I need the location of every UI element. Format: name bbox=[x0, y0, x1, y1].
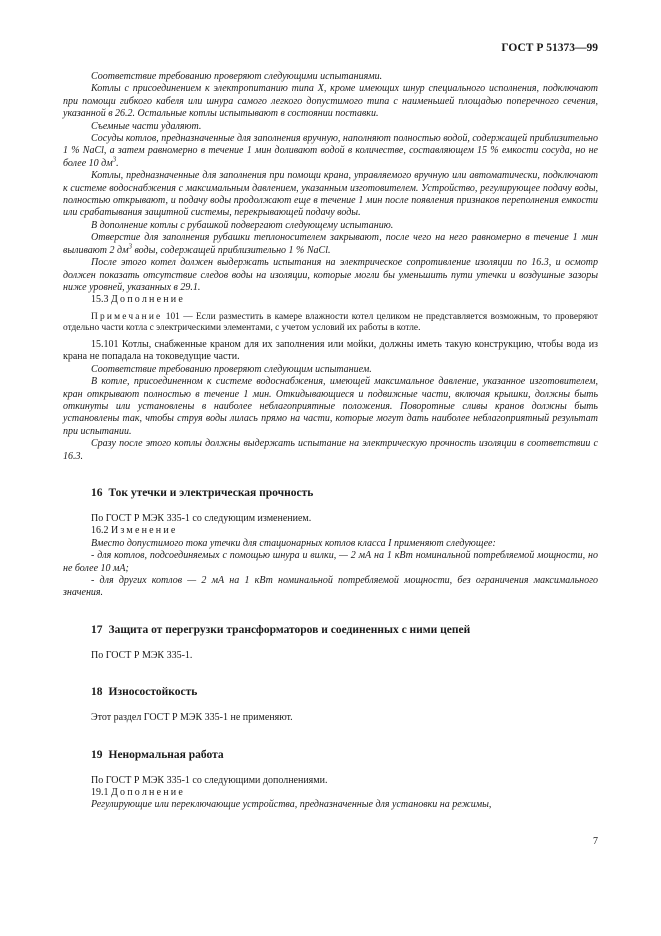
paragraph: Вместо допустимого тока утечки для стационарных котлов класса I применяют следующее: bbox=[91, 537, 496, 549]
document-code-header: ГОСТ Р 51373—99 bbox=[501, 42, 598, 54]
paragraph: По ГОСТ Р МЭК 335-1. bbox=[91, 649, 193, 661]
note bbox=[63, 312, 598, 335]
section-heading-19 bbox=[63, 748, 598, 762]
section-heading-18 bbox=[63, 685, 598, 699]
paragraph: По ГОСТ Р МЭК 335-1 со следующим изменением. bbox=[91, 512, 312, 524]
paragraph: По ГОСТ Р МЭК 335-1 со следующими дополнениями. bbox=[91, 774, 328, 786]
superscript: 3 bbox=[128, 242, 132, 251]
section-title: Износостойкость bbox=[108, 686, 198, 699]
clause-heading bbox=[63, 294, 598, 306]
paragraph: - для котлов, подсоединяемых с помощью шнура и вилки, — 2 мА на 1 кВт номинальной потребляемой мощности, но не более 10 мА; bbox=[63, 550, 598, 574]
section-number: 18 bbox=[91, 686, 103, 699]
section-number: 16 bbox=[91, 486, 103, 499]
clause-word: Дополнение bbox=[111, 294, 185, 306]
paragraph-text: воды, содержащей приблизительно 1 % NaCl. bbox=[131, 244, 331, 256]
section-title: Защита от перегрузки трансформаторов и соединенных с ними цепей bbox=[108, 623, 471, 636]
clause-word: Изменение bbox=[111, 525, 178, 537]
section-title: Ненормальная работа bbox=[108, 748, 224, 761]
clause-number: 15.3 bbox=[91, 294, 109, 306]
paragraph bbox=[63, 232, 598, 257]
note-label: Примечание bbox=[91, 311, 163, 322]
paragraph: В дополнение котлы с рубашкой подвергают следующему испытанию. bbox=[91, 219, 394, 231]
paragraph: Регулирующие или переключающие устройства, предназначенные для установки на режимы, bbox=[91, 799, 492, 811]
paragraph: В котле, присоединенном к системе водоснабжения, имеющей максимальное давление, указанное изготовителем, кран открывают полностью в течение 1 мин. Откидывающиеся и подвижные части, включая крышки, должны быть откинуты или установлены в наиболее неблагоприятные положения. Поворотные сливы кранов должны быть установлены так, чтобы струя воды лилась прямо на части, которые могут дать наиболее неблагоприятный результат при испытании. bbox=[63, 376, 598, 437]
note-text: 101 — Если разместить в камере влажности котел целиком не представляется возможным, то проверяют отдельно части котла с электрическими элементами, с учетом условий их работы в котле. bbox=[63, 311, 598, 334]
paragraph: Котлы с присоединением к электропитанию типа X, кроме имеющих шнур специального исполнения, подключают при помощи гибкого кабеля или шнура самого легкого допустимого типа с наименьшей площадью поперечного сечения, указанной в 26.2. Остальные котлы испытывают в состоянии поставки. bbox=[63, 83, 598, 120]
paragraph: Котлы, предназначенные для заполнения при помощи крана, управляемого вручную или автоматически, подключают к системе водоснабжения с максимальным давлением, указанным изготовителем. Устройство, регулирующее подачу воды, полностью открывают, и подачу воды продолжают еще в течение 1 мин после появления признаков переполнения емкости или срабатывания защитной системы, перекрывающей подачу воды. bbox=[63, 170, 598, 219]
section-number: 19 bbox=[91, 748, 103, 761]
section-number: 17 bbox=[91, 623, 103, 636]
paragraph: После этого котел должен выдержать испытания на электрическое сопротивление изоляции по 16.3, и осмотр должен показать отсутствие следов воды на изоляции, которые могли бы уменьшить пути утечки и воздушные зазоры ниже уровней, указанных в 29.1. bbox=[63, 257, 598, 293]
superscript: 3 bbox=[112, 155, 117, 164]
section-heading-16 bbox=[63, 486, 598, 500]
paragraph: Съемные части удаляют. bbox=[91, 120, 202, 132]
paragraph-text: Отверстие для заполнения рубашки теплоносителем закрывают, после чего на него равномерно в течение 1 мин выливают 2 дм bbox=[63, 232, 598, 256]
clause-heading bbox=[63, 525, 598, 537]
paragraph: Сразу после этого котлы должны выдержать испытание на электрическую прочность изоляции в соответствии с 16.3. bbox=[63, 438, 598, 462]
paragraph: - для других котлов — 2 мА на 1 кВт номинальной потребляемой мощности, без ограничения максимального значения. bbox=[63, 575, 598, 599]
paragraph: 15.101 Котлы, снабженные краном для их заполнения или мойки, должны иметь такую конструкцию, чтобы вода из крана не попадала на токоведущие части. bbox=[63, 338, 598, 363]
clause-word: Дополнение bbox=[111, 787, 185, 799]
paragraph-text: Сосуды котлов, предназначенные для заполнения вручную, наполняют полностью водой, содержащей приблизительно 1 % NaCl, а затем равномерно в течение 1 мин доливают водой в количестве, составляющем 15 % емкости сосуда, но не более 10 дм bbox=[63, 133, 599, 169]
section-title: Ток утечки и электрическая прочность bbox=[108, 486, 314, 499]
page-number: 7 bbox=[593, 836, 598, 847]
paragraph: Соответствие требованию проверяют следующими испытаниями. bbox=[91, 71, 383, 82]
paragraph bbox=[63, 133, 598, 170]
clause-number: 19.1 bbox=[91, 787, 109, 799]
paragraph: Этот раздел ГОСТ Р МЭК 335-1 не применяют. bbox=[91, 712, 293, 724]
document-body bbox=[63, 71, 598, 812]
clause-heading bbox=[63, 787, 598, 799]
paragraph-text: . bbox=[116, 157, 119, 169]
section-heading-17 bbox=[63, 623, 598, 637]
clause-number: 16.2 bbox=[91, 525, 109, 537]
paragraph: Соответствие требованию проверяют следующим испытанием. bbox=[91, 363, 372, 375]
